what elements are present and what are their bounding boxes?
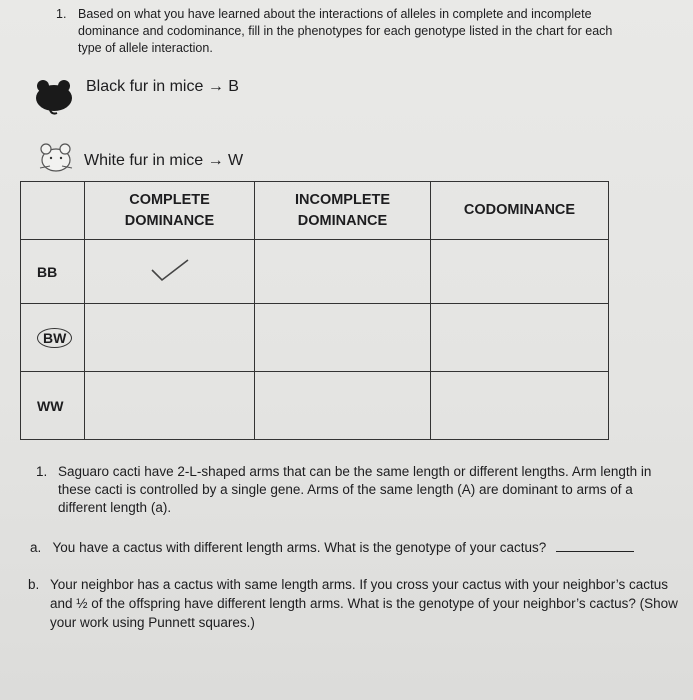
black-mouse-icon	[30, 76, 78, 116]
question-2a	[30, 539, 685, 555]
cell-bb-incomplete[interactable]	[255, 240, 431, 304]
question-2a-label: a.	[30, 540, 42, 555]
cell-ww-complete[interactable]	[85, 372, 255, 440]
cell-bw-incomplete[interactable]	[255, 304, 431, 372]
header-complete-dominance: COMPLETE DOMINANCE	[85, 182, 255, 240]
row-label-bw	[21, 304, 85, 372]
question-2a-text: You have a cactus with different length arms. What is the genotype of your cactus?	[52, 540, 547, 555]
question-1	[56, 6, 636, 57]
black-fur-trait: Black fur in mice → B	[86, 78, 239, 95]
checkmark-icon	[148, 256, 192, 284]
cell-ww-incomplete[interactable]	[255, 372, 431, 440]
question-2-text: Saguaro cacti have 2-L-shaped arms that can be the same length or different lengths. Arm length in these cacti is controlled by a single gene. Arms of the same length (A) are dominant to arms of a different length (a).	[58, 464, 652, 515]
question-2b-text: Your neighbor has a cactus with same length arms. If you cross your cactus with your neighbor’s cactus and ½ of the offspring have different length arms. What is the genotype of your neighbor’s cactus? (Show your work using Punnett squares.)	[50, 577, 678, 630]
chart-corner-cell	[21, 182, 85, 240]
question-2b	[28, 575, 688, 632]
answer-blank[interactable]	[556, 539, 634, 552]
question-2-number: 1.	[36, 464, 48, 479]
cell-bb-complete[interactable]	[85, 240, 255, 304]
question-1-number: 1.	[56, 7, 67, 21]
row-label-bb: BB	[21, 240, 85, 304]
question-1-text: Based on what you have learned about the interactions of alleles in complete and incomplete dominance and codominance, fill in the phenotypes for each genotype listed in the chart for each type of allele interaction.	[78, 7, 613, 55]
header-codominance: CODOMINANCE	[431, 182, 609, 240]
question-2b-label: b.	[28, 577, 40, 592]
question-2	[36, 463, 676, 517]
row-label-ww: WW	[21, 372, 85, 440]
header-incomplete-dominance: INCOMPLETE DOMINANCE	[255, 182, 431, 240]
cell-ww-codominance[interactable]	[431, 372, 609, 440]
cell-bb-codominance[interactable]	[431, 240, 609, 304]
white-fur-trait: White fur in mice → W	[84, 152, 244, 169]
cell-bw-complete[interactable]	[85, 304, 255, 372]
bw-circled-label: BW	[37, 328, 72, 348]
cell-bw-codominance[interactable]	[431, 304, 609, 372]
white-mouse-icon	[36, 140, 76, 176]
allele-chart	[20, 181, 609, 440]
